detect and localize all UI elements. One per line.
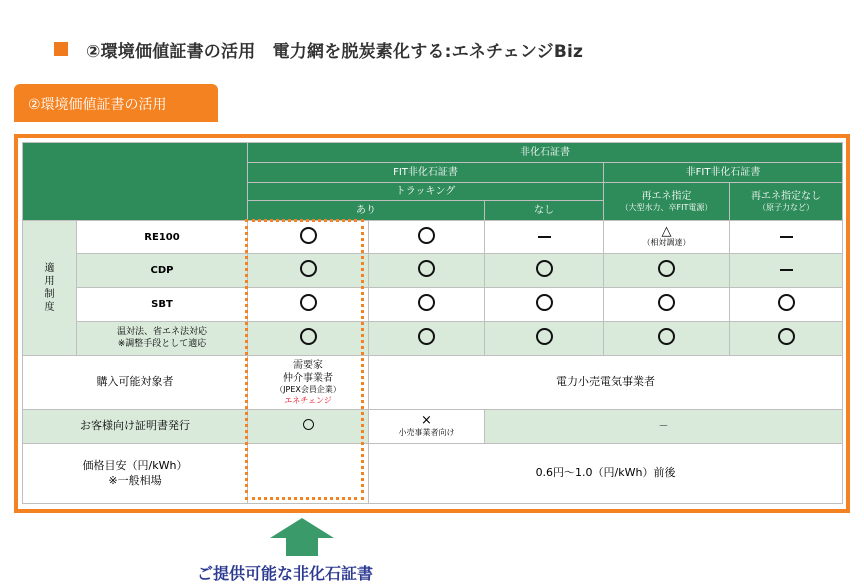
fit-header: FIT非化石証書 [248,163,604,183]
price-label: 価格目安（円/kWh） ※一般相場 [23,444,248,504]
renew-designated-label: 再エネ指定 [641,191,692,202]
circle-icon [778,294,795,311]
cross-icon: × [421,413,432,429]
table-row [23,444,843,504]
table-row [23,221,843,254]
circle-icon [418,328,435,345]
table-row [23,356,843,410]
circle-icon [536,328,553,345]
page-title: ②環境価値証書の活用 電力網を脱炭素化する:エネチェンジBiz [86,42,584,62]
circle-icon [300,294,317,311]
certificate-others: － [485,410,843,444]
circle-icon [300,260,317,277]
table-row [23,254,843,288]
buyers-label: 購入可能対象者 [23,356,248,410]
circle-icon [418,260,435,277]
circle-icon [536,294,553,311]
dash-icon [780,236,793,238]
certificate-label: お客様向け証明書発行 [23,410,248,444]
circle-icon [658,260,675,277]
circle-icon [778,328,795,345]
circle-icon [658,294,675,311]
row-label-sbt: SBT [77,288,248,322]
circle-icon [300,328,317,345]
system-label: 適 用 制 度 [23,221,77,356]
renew-not-designated-label: 再エネ指定なし [751,191,822,202]
table-row [23,410,843,444]
circle-icon [418,227,435,244]
row-label-re100: RE100 [77,221,248,254]
circle-icon [418,294,435,311]
row-label-cdp: CDP [77,254,248,288]
price-value: 0.6円～1.0（円/kWh）前後 [369,444,843,504]
title-bullet-icon [54,42,68,56]
dash-icon [780,269,793,271]
certificate-col2 [369,410,485,444]
relative-note: （相対調達） [642,238,691,248]
buyers-col1: 需要家 仲介事業者 （JPEX会員企業） エネチェンジ [248,356,369,410]
table-row [23,288,843,322]
circle-icon [536,260,553,277]
cross-note: 小売事業者向け [398,428,455,438]
certificate-comparison-table [22,142,843,504]
nonfit-header: 非FIT非化石証書 [604,163,843,183]
section-tab [14,84,218,122]
table-row [23,322,843,356]
circle-icon [303,419,314,430]
tracking-yes-header: あり [248,201,485,221]
up-arrow-icon [270,518,334,556]
section-tab-label: ②環境価値証書の活用 [28,97,167,113]
buyers-others: 電力小売電気事業者 [369,356,843,410]
renew-designated-note: （大型水力、卒FIT電源） [620,203,713,212]
renew-not-designated-note: （原子力など） [758,203,815,212]
non-fossil-header: 非化石証書 [248,143,843,163]
corner-header [23,143,248,221]
renew-designated-header [604,183,730,221]
row-label-ontai: 温対法、省エネ法対応 ※調整手段として適応 [77,322,248,356]
circle-icon [300,227,317,244]
price-col1 [248,444,369,504]
caption: ご提供可能な非化石証書 [197,564,374,583]
triangle-icon: △ [661,224,672,240]
dash-icon [538,236,551,238]
circle-icon [658,328,675,345]
enechange-label: エネチェンジ [284,395,332,405]
tracking-header: トラッキング [248,183,604,201]
tracking-no-header: なし [485,201,604,221]
renew-not-designated-header [730,183,843,221]
